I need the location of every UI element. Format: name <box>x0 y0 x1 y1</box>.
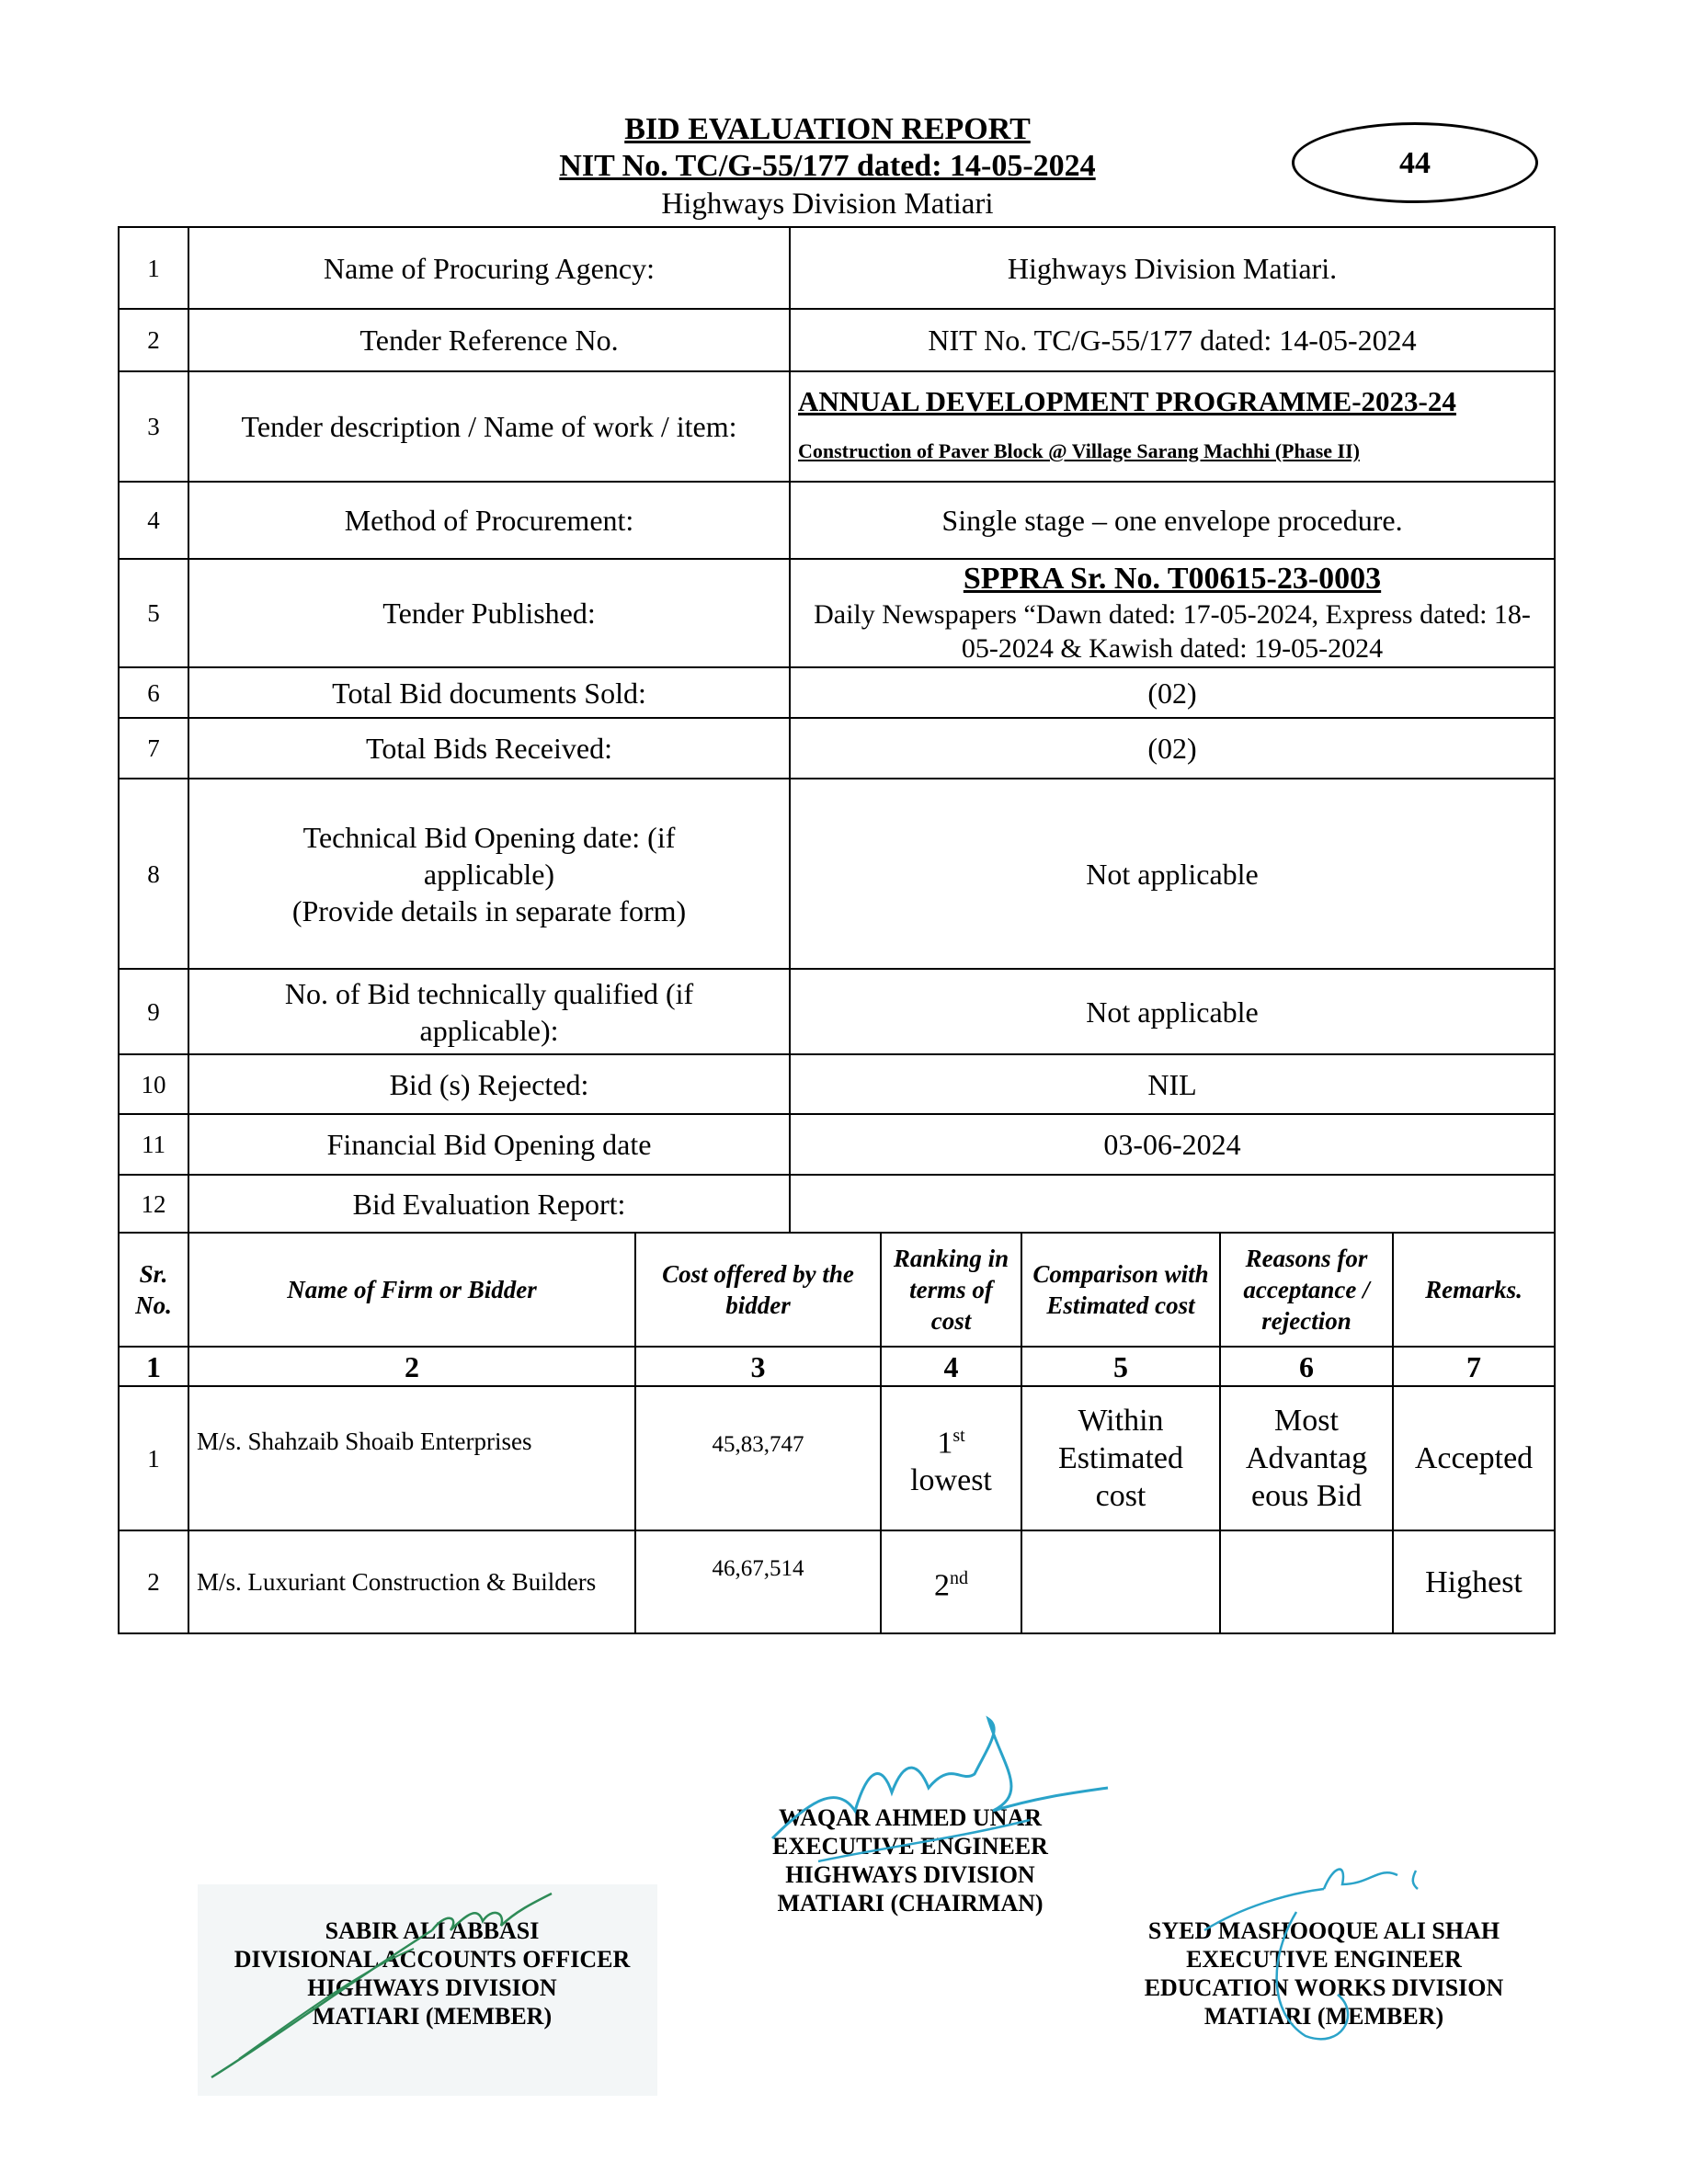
row-value: 03-06-2024 <box>790 1114 1555 1175</box>
column-number-row <box>119 1347 1555 1386</box>
row-number: 10 <box>119 1054 188 1114</box>
col-header-reasons: Reasons for acceptance / rejection <box>1220 1233 1393 1347</box>
row-value: Not applicable <box>790 779 1555 969</box>
signatory-title: EXECUTIVE ENGINEER <box>772 1833 1048 1860</box>
bid-sr: 1 <box>119 1386 188 1530</box>
column-number: 3 <box>635 1347 881 1386</box>
column-number: 7 <box>1393 1347 1555 1386</box>
col-header-firm: Name of Firm or Bidder <box>188 1233 635 1347</box>
rank-suffix: st <box>952 1425 965 1446</box>
programme-title: ANNUAL DEVELOPMENT PROGRAMME-2023-24 <box>798 385 1456 417</box>
row-value: Highways Division Matiari. <box>790 227 1555 309</box>
table-row <box>119 371 1555 482</box>
label-line: Technical Bid Opening date: (if applicable) <box>302 820 676 891</box>
reason <box>1220 1530 1393 1633</box>
col-header-ranking: Ranking in terms of cost <box>881 1233 1021 1347</box>
row-label: Method of Procurement: <box>188 482 790 559</box>
col-header-comparison: Comparison with Estimated cost <box>1021 1233 1220 1347</box>
ranking <box>881 1530 1021 1633</box>
remarks: Highest <box>1393 1530 1555 1633</box>
row-number: 3 <box>119 371 188 482</box>
chairman-signature-icon <box>754 1710 1112 1875</box>
row-value <box>790 1175 1555 1233</box>
row-value: (02) <box>790 667 1555 718</box>
row-number: 1 <box>119 227 188 309</box>
row-label: Total Bid documents Sold: <box>188 667 790 718</box>
row-value: (02) <box>790 718 1555 779</box>
column-number: 2 <box>188 1347 635 1386</box>
newspaper-details: Daily Newspapers “Dawn dated: 17-05-2024, Express dated: 18-05-2024 & Kawish dated: 19-05-2024 <box>814 599 1531 664</box>
table-row <box>119 1175 1555 1233</box>
row-number: 9 <box>119 969 188 1054</box>
signatory-dept: EDUCATION WORKS DIVISION <box>1144 1974 1504 2001</box>
col-header-remarks: Remarks. <box>1393 1233 1555 1347</box>
education-signature-icon <box>1186 1857 1462 2050</box>
label-text: No. of Bid technically qualified (if applicable): <box>284 976 694 1047</box>
row-number: 12 <box>119 1175 188 1233</box>
row-label: Tender Reference No. <box>188 309 790 371</box>
table-row <box>119 1530 1555 1633</box>
row-number: 4 <box>119 482 188 559</box>
table-row <box>119 718 1555 779</box>
column-number: 6 <box>1220 1347 1393 1386</box>
signatory-dept: HIGHWAYS DIVISION <box>307 1974 557 2001</box>
signatory-name: WAQAR AHMED UNAR <box>779 1804 1042 1831</box>
signatory-title: DIVISIONAL ACCOUNTS OFFICER <box>234 1946 631 1973</box>
row-number: 8 <box>119 779 188 969</box>
row-value: Not applicable <box>790 969 1555 1054</box>
table-row <box>119 667 1555 718</box>
comparison: Within Estimated cost <box>1021 1386 1220 1530</box>
row-label: Financial Bid Opening date <box>188 1114 790 1175</box>
row-number: 7 <box>119 718 188 779</box>
column-number: 5 <box>1021 1347 1220 1386</box>
row-label: Bid Evaluation Report: <box>188 1175 790 1233</box>
signatory-role: MATIARI (MEMBER) <box>312 2003 553 2030</box>
row-number: 5 <box>119 559 188 667</box>
bid-evaluation-table <box>118 1232 1556 1634</box>
cost-offered: 46,67,514 <box>635 1530 881 1633</box>
report-nit: NIT No. TC/G-55/177 dated: 14-05-2024 <box>559 149 1096 183</box>
sppra-number: SPPRA Sr. No. T00615-23-0003 <box>963 562 1382 596</box>
rank-number: 2 <box>934 1568 950 1603</box>
col-header-cost: Cost offered by the bidder <box>635 1233 881 1347</box>
page-number-badge: 44 <box>1292 122 1538 203</box>
label-line: (Provide details in separate form) <box>291 893 687 927</box>
comparison <box>1021 1530 1220 1633</box>
firm-name: M/s. Luxuriant Construction & Builders <box>188 1530 635 1633</box>
work-name: Construction of Paver Block @ Village Sarang Machhi (Phase II) <box>798 439 1360 462</box>
tender-details-table <box>118 226 1556 1234</box>
table-row <box>119 227 1555 309</box>
bid-sr: 2 <box>119 1530 188 1633</box>
report-division: Highways Division Matiari <box>661 188 994 221</box>
col-header-sr: Sr. No. <box>119 1233 188 1347</box>
signatory-title: EXECUTIVE ENGINEER <box>1186 1946 1462 1973</box>
signatory-name: SYED MASHOOQUE ALI SHAH <box>1147 1917 1500 1944</box>
row-value <box>790 559 1555 667</box>
signatory-name: SABIR ALI ABBASI <box>325 1917 540 1944</box>
table-row <box>119 1386 1555 1530</box>
ranking <box>881 1386 1021 1530</box>
row-label <box>188 779 790 969</box>
column-number: 4 <box>881 1347 1021 1386</box>
rank-word: lowest <box>910 1463 992 1498</box>
cost-offered: 45,83,747 <box>635 1386 881 1530</box>
table-row <box>119 1054 1555 1114</box>
table-row <box>119 559 1555 667</box>
row-label: Tender Published: <box>188 559 790 667</box>
signatory-dept: HIGHWAYS DIVISION <box>785 1861 1035 1888</box>
table-row <box>119 969 1555 1054</box>
rank-suffix: nd <box>950 1567 968 1588</box>
column-number: 1 <box>119 1347 188 1386</box>
rank-number: 1 <box>937 1426 953 1461</box>
table-row <box>119 1114 1555 1175</box>
table-row <box>119 309 1555 371</box>
signatory-role: MATIARI (MEMBER) <box>1203 2003 1444 2030</box>
row-label: Name of Procuring Agency: <box>188 227 790 309</box>
report-title: BID EVALUATION REPORT <box>624 112 1031 146</box>
table-row <box>119 779 1555 969</box>
row-value: NIL <box>790 1054 1555 1114</box>
firm-name: M/s. Shahzaib Shoaib Enterprises <box>188 1386 635 1530</box>
accounts-signature-icon <box>202 1875 570 2087</box>
row-number: 2 <box>119 309 188 371</box>
row-label: Tender description / Name of work / item: <box>188 371 790 482</box>
row-number: 6 <box>119 667 188 718</box>
reason: Most Advantag eous Bid <box>1220 1386 1393 1530</box>
row-number: 11 <box>119 1114 188 1175</box>
row-label: Bid (s) Rejected: <box>188 1054 790 1114</box>
row-value: NIT No. TC/G-55/177 dated: 14-05-2024 <box>790 309 1555 371</box>
row-label <box>188 969 790 1054</box>
table-header-row <box>119 1233 1555 1347</box>
row-value: Single stage – one envelope procedure. <box>790 482 1555 559</box>
table-row <box>119 482 1555 559</box>
row-label: Total Bids Received: <box>188 718 790 779</box>
remarks: Accepted <box>1393 1386 1555 1530</box>
signatory-role: MATIARI (CHAIRMAN) <box>777 1890 1044 1917</box>
row-value <box>790 371 1555 482</box>
